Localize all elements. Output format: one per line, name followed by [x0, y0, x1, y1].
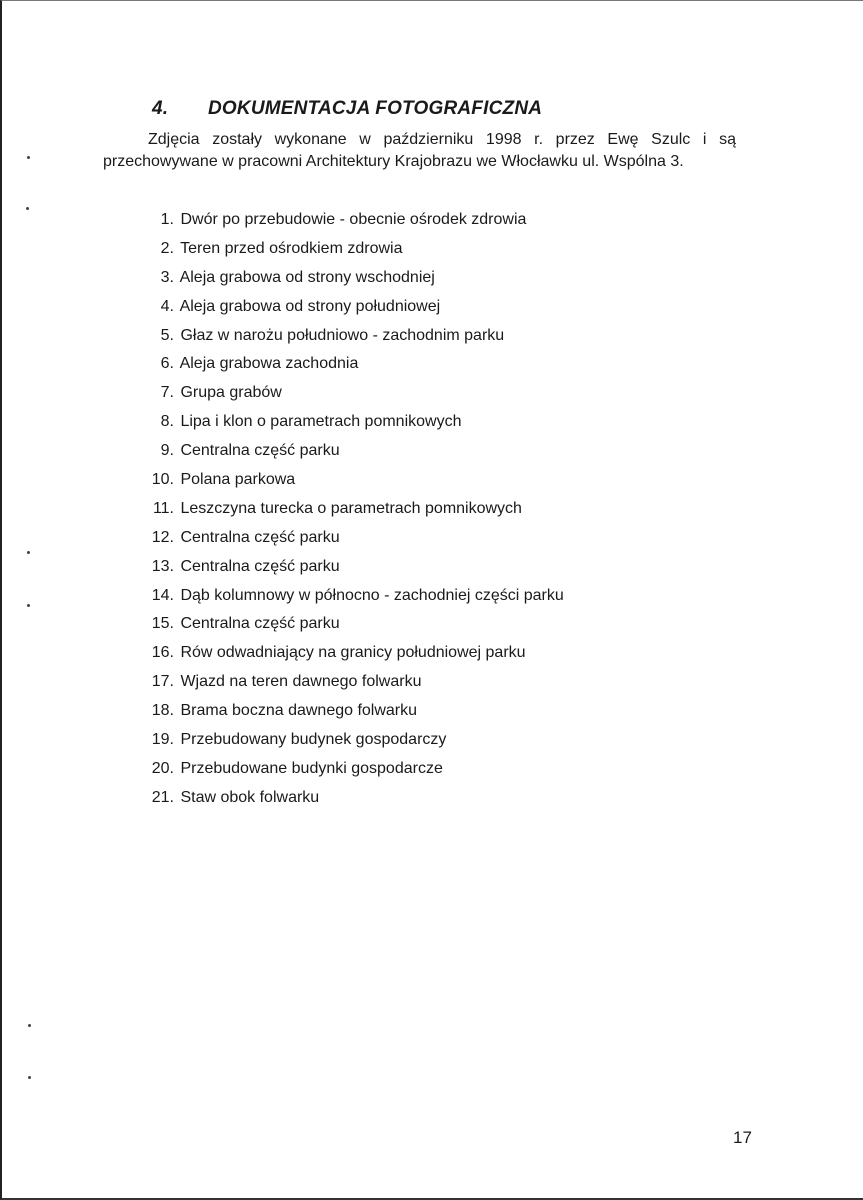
- photo-number: 12.: [151, 528, 174, 546]
- scan-speck: [28, 1076, 31, 1079]
- photo-caption: Aleja grabowa od strony południowej: [179, 297, 441, 315]
- scan-speck: [27, 156, 30, 159]
- photo-number: 4.: [160, 297, 174, 315]
- scan-speck: [26, 207, 29, 210]
- photo-caption: Centralna część parku: [180, 442, 340, 460]
- photo-number: 20.: [151, 759, 174, 777]
- photo-number: 15.: [151, 615, 174, 633]
- section-number: 4.: [152, 98, 169, 119]
- photo-list-item: [130, 411, 564, 440]
- photo-number: 8.: [160, 413, 174, 431]
- photo-caption: Staw obok folwarku: [180, 788, 320, 806]
- photo-list-item: [130, 267, 564, 296]
- photo-caption: Grupa grabów: [180, 384, 282, 402]
- photo-list-item: [130, 325, 564, 354]
- photo-caption: Rów odwadniający na granicy południowej parku: [180, 644, 526, 662]
- photo-list-item: [130, 440, 564, 469]
- photo-number: 19.: [151, 731, 174, 749]
- scan-speck: [28, 1024, 31, 1027]
- photo-number: 10.: [151, 471, 174, 489]
- photo-list-item: [130, 469, 564, 498]
- photo-list-item: [130, 671, 564, 700]
- photo-caption: Wjazd na teren dawnego folwarku: [180, 673, 422, 691]
- photo-list-item: [130, 353, 564, 382]
- photo-caption: Dąb kolumnowy w północno - zachodniej części parku: [180, 586, 564, 604]
- photo-list-item: [130, 527, 564, 556]
- photo-list-item: [130, 498, 564, 527]
- photo-list-item: [130, 209, 564, 238]
- photo-list: [130, 209, 564, 816]
- photo-list-item: [130, 382, 564, 411]
- photo-caption: Centralna część parku: [180, 528, 340, 546]
- photo-list-item: [130, 642, 564, 671]
- photo-number: 21.: [151, 788, 174, 806]
- photo-number: 7.: [160, 384, 174, 402]
- photo-list-item: [130, 700, 564, 729]
- photo-caption: Przebudowane budynki gospodarcze: [180, 759, 443, 777]
- scan-speck: [27, 551, 30, 554]
- photo-caption: Leszczyna turecka o parametrach pomnikowych: [180, 499, 522, 517]
- intro-paragraph: [103, 129, 736, 173]
- photo-caption: Centralna część parku: [180, 615, 340, 633]
- photo-number: 6.: [160, 355, 174, 373]
- photo-caption: Głaz w narożu południowo - zachodnim parku: [180, 326, 505, 344]
- photo-caption: Lipa i klon o parametrach pomnikowych: [180, 413, 462, 431]
- photo-list-item: [130, 585, 564, 614]
- photo-number: 16.: [151, 644, 174, 662]
- photo-list-item: [130, 238, 564, 267]
- photo-list-item: [130, 613, 564, 642]
- photo-caption: Polana parkowa: [180, 471, 296, 489]
- photo-number: 1.: [160, 211, 174, 228]
- photo-caption: Dwór po przebudowie - obecnie ośrodek zdrowia: [180, 211, 527, 228]
- photo-number: 11.: [152, 499, 174, 517]
- scan-speck: [27, 604, 30, 607]
- photo-number: 5.: [160, 326, 174, 344]
- photo-list-item: [130, 556, 564, 585]
- page-number: 17: [733, 1128, 752, 1147]
- photo-caption: Przebudowany budynek gospodarczy: [180, 731, 447, 749]
- photo-number: 2.: [160, 239, 174, 257]
- photo-caption: Aleja grabowa od strony wschodniej: [179, 268, 435, 286]
- photo-list-item: [130, 758, 564, 787]
- photo-list-item: [130, 787, 564, 816]
- section-title: DOKUMENTACJA FOTOGRAFICZNA: [208, 98, 543, 119]
- intro-line-1: Zdjęcia zostały wykonane w październiku 1998 r. przez Ewę Szulc i są: [148, 131, 736, 148]
- photo-number: 18.: [151, 702, 174, 720]
- photo-number: 3.: [160, 268, 174, 286]
- photo-number: 13.: [151, 557, 174, 575]
- photo-caption: Aleja grabowa zachodnia: [179, 355, 359, 373]
- photo-list-item: [130, 729, 564, 758]
- photo-number: 14.: [151, 586, 174, 604]
- photo-caption: Centralna część parku: [180, 557, 340, 575]
- intro-line-2: przechowywane w pracowni Architektury Krajobrazu we Włocławku ul. Wspólna 3.: [103, 153, 684, 170]
- photo-caption: Brama boczna dawnego folwarku: [180, 702, 418, 720]
- photo-list-item: [130, 296, 564, 325]
- photo-number: 17.: [151, 673, 174, 691]
- photo-number: 9.: [160, 442, 174, 460]
- section-heading: [152, 98, 542, 120]
- photo-caption: Teren przed ośrodkiem zdrowia: [180, 239, 403, 257]
